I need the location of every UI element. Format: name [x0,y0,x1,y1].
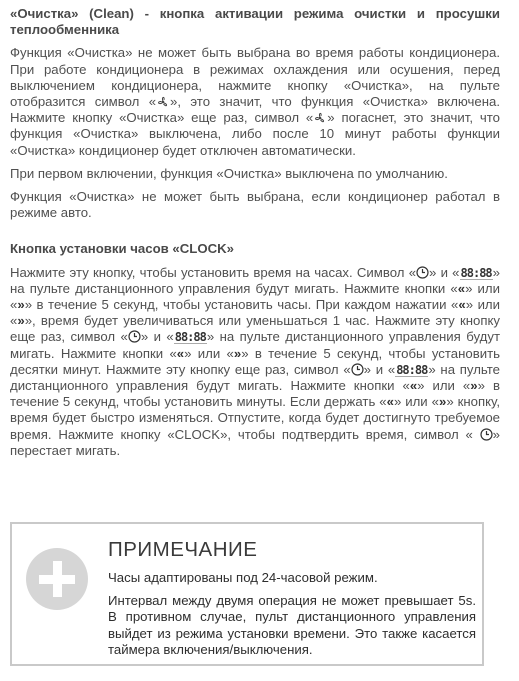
right-arrow-icon: » [233,345,242,361]
clean-p1-part-a: Функция «Очистка» не может быть выбрана во время работы кондиционера. При работе кондиционера в режимах охлаждения или осушения, перед выключением кондиционера, нажмите кнопку «Очистка», на пульте отобразится символ « [10,45,500,110]
clock-text: », время будет увеличиваться или уменьшаться 1 час. Нажмите эту кнопку еще раз, символ « [10,313,500,345]
clock-text: » или « [184,345,234,361]
segment-digits: 88:88 [396,362,428,377]
clock-icon [480,428,493,441]
right-arrow-icon: » [438,394,447,410]
clock-text: » на пульте дистанционного управления будут мигать. Нажмите кнопки « [10,264,500,296]
clock-text: » или « [393,394,439,410]
note-body [108,570,476,665]
clean-paragraph-2: При первом включении, функция «Очистка» выключена по умолчанию. [10,165,448,181]
clock-heading: Кнопка установки часов «CLOCK» [10,241,234,257]
clock-text: » кнопку, время будет быстро изменяться. Отпустите, когда будет достигнуто требуемое время. Нажмите кнопку «CLOCK», чтобы подтвердить время, символ « [10,394,500,442]
clock-icon [128,330,141,343]
segment-digits: 88:88 [174,330,206,345]
clock-text: » и « [140,329,174,345]
clock-text: » или « [417,378,471,394]
clean-heading: «Очистка» (Clean) - кнопка активации режима очистки и просушки теплообменника [10,6,500,38]
plus-icon [26,548,88,610]
left-arrow-icon: « [386,394,394,410]
clock-paragraph [10,265,500,459]
clock-icon [416,266,429,279]
right-arrow-icon: » [17,297,25,313]
clock-text: Нажмите эту кнопку, чтобы установить время на часах. Символ « [10,264,417,280]
clean-paragraph-3: Функция «Очистка» не может быть выбрана, если кондиционер работал в режиме авто. [10,189,500,221]
clean-paragraph-1 [10,45,500,158]
clock-text: » на пульте дистанционного управления будут мигать. Нажмите кнопки « [10,329,500,361]
note-paragraph-1: Часы адаптированы под 24-часовой режим. [108,570,378,585]
clock-text: » и « [363,361,396,377]
left-arrow-icon: « [176,345,185,361]
right-arrow-icon: » [17,313,25,329]
right-arrow-icon: » [470,378,478,394]
clock-text: » или « [10,297,500,329]
clock-text: » на пульте дистанционного управления будут мигать. Нажмите кнопки « [10,361,500,394]
clock-text: » в течение 5 секунд, чтобы установить часы. При каждом нажатии « [24,297,459,313]
note-paragraph-2: Интервал между двумя операция не может превышает 5s. В противном случае, пульт дистанционного управления выйдет из режима установки времени. Это также касается таймера включения/выключения. [108,593,476,657]
note-box [10,522,484,666]
clock-text: » в течение 5 секунд, чтобы установить десятки минут. Нажмите эту кнопку еще раз, символ « [10,345,500,377]
clean-p1-part-b: », это значит, что функция «Очистка» включена. Нажмите кнопку «Очистка» еще раз, символ « [10,94,500,126]
left-arrow-icon: « [458,297,466,313]
fan-icon [313,112,327,124]
clock-text: » или « [10,280,500,313]
clean-p1-part-c: » погаснет, это значит, что функция «Очистка» выключена, либо после 10 минут работы функции «Очистка» кондиционер будет отключен автоматически. [10,110,500,158]
segment-digits: 88:88 [460,265,492,280]
clock-text: » и « [429,264,460,280]
manual-page [10,6,500,466]
left-arrow-icon: « [457,280,466,296]
clock-text: » в течение 5 секунд, чтобы установить минуты. Если держать « [10,378,500,410]
clock-icon [351,363,364,376]
fan-icon [156,96,170,108]
time-display-tens-blink-icon [174,331,207,344]
time-display-hours-blink-icon [460,267,493,280]
time-display-minutes-blink-icon [395,364,428,377]
note-title: ПРИМЕЧАНИЕ [108,538,258,561]
clock-text: » перестает мигать. [10,426,500,458]
left-arrow-icon: « [409,378,418,394]
